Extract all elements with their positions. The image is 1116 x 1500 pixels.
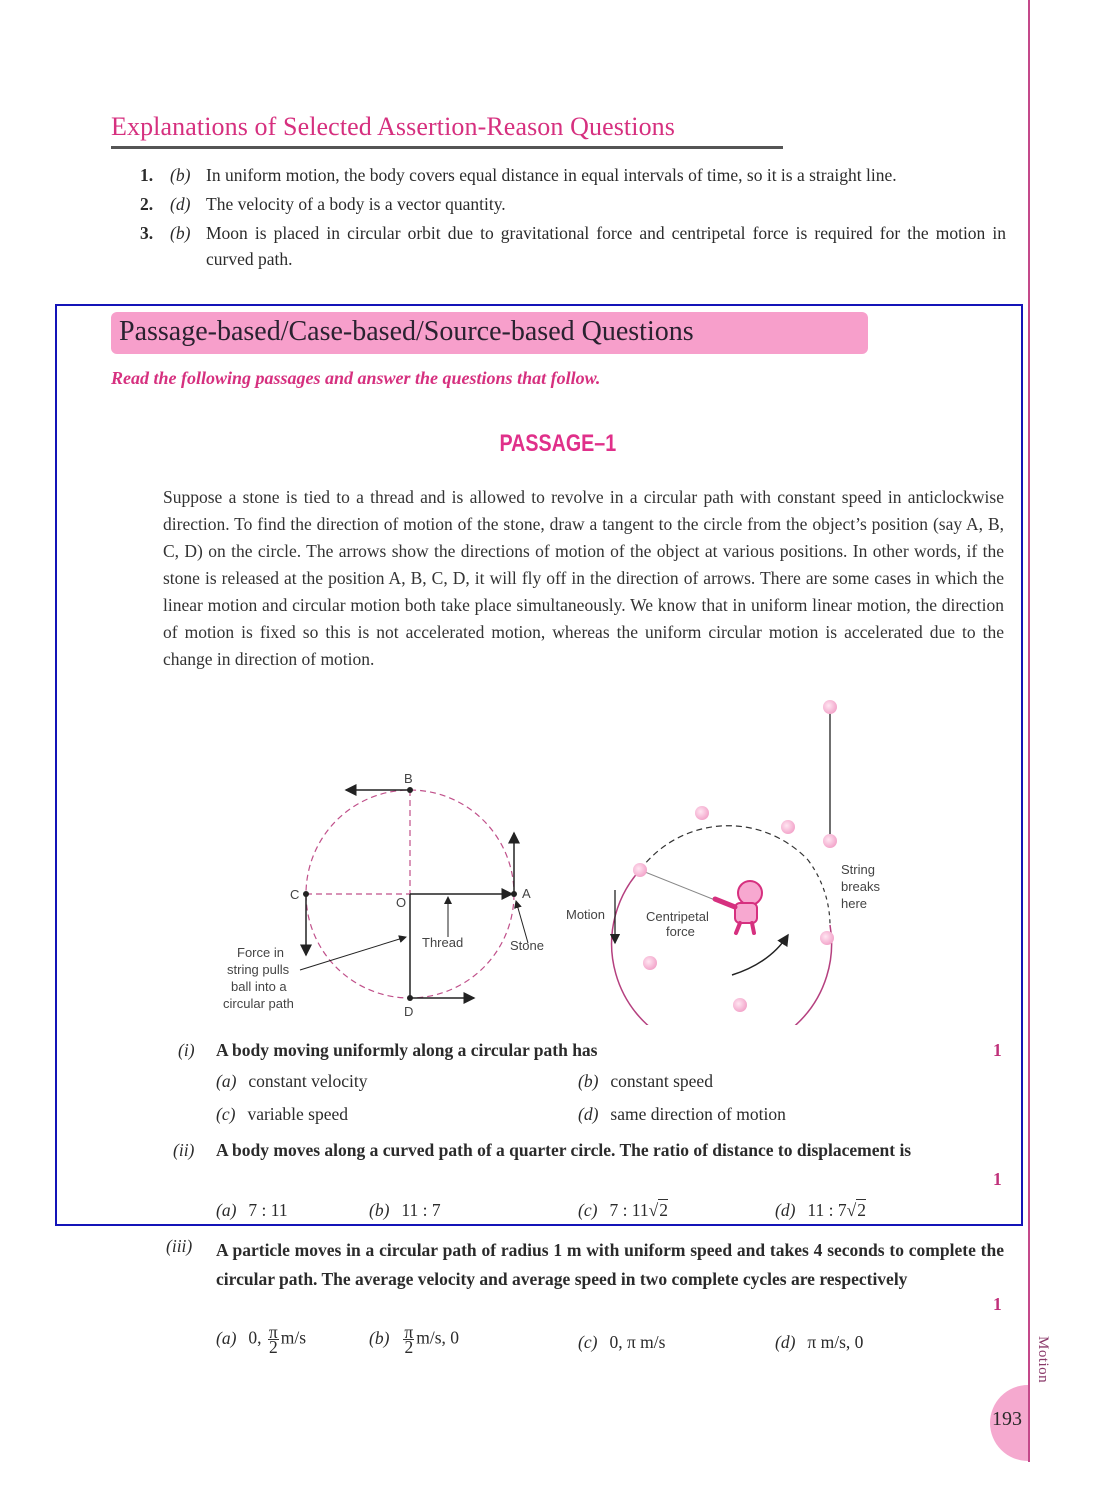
label-o: O — [396, 895, 407, 910]
label-stone: Stone — [510, 938, 544, 953]
question-marks: 1 — [993, 1169, 1002, 1189]
instruction: Read the following passages and answer the questions that follow. — [111, 368, 601, 388]
option-b[interactable]: (b) 11 : 7 — [369, 1200, 441, 1220]
ball-icon — [820, 931, 834, 945]
label-centripetal-1: Centripetal — [646, 909, 709, 924]
label-string-2: breaks — [841, 879, 881, 894]
list-item — [140, 162, 1006, 188]
label-force-4: circular path — [223, 996, 294, 1011]
fraction: $\frac{\pi}{2}$ — [268, 1322, 278, 1357]
label-string-3: here — [841, 896, 868, 911]
item-number: 3. — [140, 223, 154, 243]
stone-pointer — [516, 901, 528, 943]
option-d[interactable]: (d) π m/s, 0 — [775, 1332, 864, 1352]
option-a[interactable]: (a) 7 : 11 — [216, 1200, 288, 1220]
dashed-arc-right — [808, 860, 830, 925]
page-number: 193 — [992, 1408, 1022, 1430]
label-c: C — [290, 887, 300, 902]
passage-title: PASSAGE–1 — [499, 430, 617, 457]
option-b[interactable]: (b) $\frac{\pi}{2}$ m/s, 0 — [369, 1322, 460, 1357]
item-text: The velocity of a body is a vector quantity. — [206, 194, 506, 214]
title-underline — [111, 146, 783, 149]
option-a[interactable]: (a) 0, $\frac{\pi}{2}$ m/s — [216, 1322, 307, 1357]
circular-motion-diagram — [220, 765, 560, 1020]
chapter-side-label: Motion — [1035, 1336, 1051, 1384]
label-force-1: Force in — [237, 945, 284, 960]
label-centripetal-2: force — [666, 924, 695, 939]
question-marks: 1 — [993, 1040, 1002, 1060]
item-text: In uniform motion, the body covers equal distance in equal intervals of time, so it is a straight line. — [206, 165, 897, 185]
option-b[interactable]: (b) constant speed — [578, 1071, 713, 1091]
point-d — [407, 995, 413, 1001]
point-c — [303, 891, 309, 897]
section-heading: Passage-based/Case-based/Source-based Questions — [119, 316, 694, 347]
item-number: 2. — [140, 194, 154, 214]
question-marks: 1 — [993, 1294, 1002, 1314]
point-b — [407, 787, 413, 793]
label-force-3: ball into a — [231, 979, 287, 994]
question-number: (ii) — [173, 1140, 195, 1160]
item-option: (d) — [170, 194, 191, 214]
label-a: A — [522, 886, 531, 901]
passage-text: Suppose a stone is tied to a thread and is allowed to revolve in a circular path with constant speed in anticlockwise direction. To find the direction of motion of the stone, draw a tangent to the circle from the object’s position (say A, B, C, D) on the circle. The arrows show the directions of motion of the object at various positions. In other words, if the stone is released at the position A, B, C, D, it will fly off in the direction of arrows. There are some cases in which the linear motion and circular motion both take place simultaneously. We know that in uniform linear motion, the direction of motion is fixed so this is not accelerated motion, whereas the uniform circular motion is accelerated due to the change in direction of motion. — [163, 487, 1004, 669]
label-motion: Motion — [566, 907, 606, 922]
question-number: (iii) — [166, 1236, 193, 1256]
ball-icon — [733, 998, 747, 1012]
radical: 2 — [659, 1200, 669, 1220]
rotation-arrow — [732, 935, 788, 975]
explanations-list — [140, 162, 1006, 275]
question-text: A body moves along a curved path of a quarter circle. The ratio of distance to displacement is — [216, 1140, 912, 1160]
list-item — [140, 220, 1006, 272]
margin-rule — [1028, 0, 1030, 1462]
ball-icon — [633, 863, 647, 877]
item-number: 1. — [140, 165, 154, 185]
label-d: D — [404, 1004, 414, 1019]
solid-arc — [612, 870, 832, 1025]
option-a[interactable]: (a) constant velocity — [216, 1071, 368, 1091]
question-text: A body moving uniformly along a circular path has — [216, 1040, 598, 1060]
label-string-1: String — [841, 862, 875, 877]
option-d[interactable]: (d) same direction of motion — [578, 1104, 786, 1124]
list-item — [140, 191, 1006, 217]
fraction: $\frac{\pi}{2}$ — [404, 1322, 414, 1357]
option-c[interactable]: (c) 7 : 11√2 — [578, 1200, 669, 1220]
string-breaks-diagram — [560, 695, 900, 1025]
ball-icon — [643, 956, 657, 970]
point-a — [511, 891, 517, 897]
option-d[interactable]: (d) 11 : 7√2 — [775, 1200, 866, 1220]
child-figure-icon — [715, 881, 762, 933]
item-option: (b) — [170, 223, 191, 243]
ball-icon — [695, 806, 709, 820]
label-thread: Thread — [422, 935, 464, 950]
item-option: (b) — [170, 165, 191, 185]
label-b: B — [404, 771, 413, 786]
ball-icon — [823, 834, 837, 848]
radical: 2 — [857, 1200, 866, 1220]
option-c[interactable]: (c) variable speed — [216, 1104, 349, 1124]
string-line — [640, 870, 715, 900]
ball-icon — [823, 700, 837, 714]
item-text: Moon is placed in circular orbit due to gravitational force and centripetal force is required for the motion in curved path. — [206, 223, 1006, 269]
option-c[interactable]: (c) 0, π m/s — [578, 1332, 666, 1352]
force-pointer — [300, 937, 406, 970]
dashed-arc — [640, 826, 808, 870]
label-force-2: string pulls — [227, 962, 290, 977]
question-text: A particle moves in a circular path of radius 1 m with uniform speed and takes 4 seconds to complete the circular path. The average velocity and average speed in two complete cycles are respectively — [216, 1240, 1004, 1289]
question-number: (i) — [178, 1040, 195, 1060]
explanations-title: Explanations of Selected Assertion-Reason Questions — [111, 112, 675, 141]
ball-icon — [781, 820, 795, 834]
